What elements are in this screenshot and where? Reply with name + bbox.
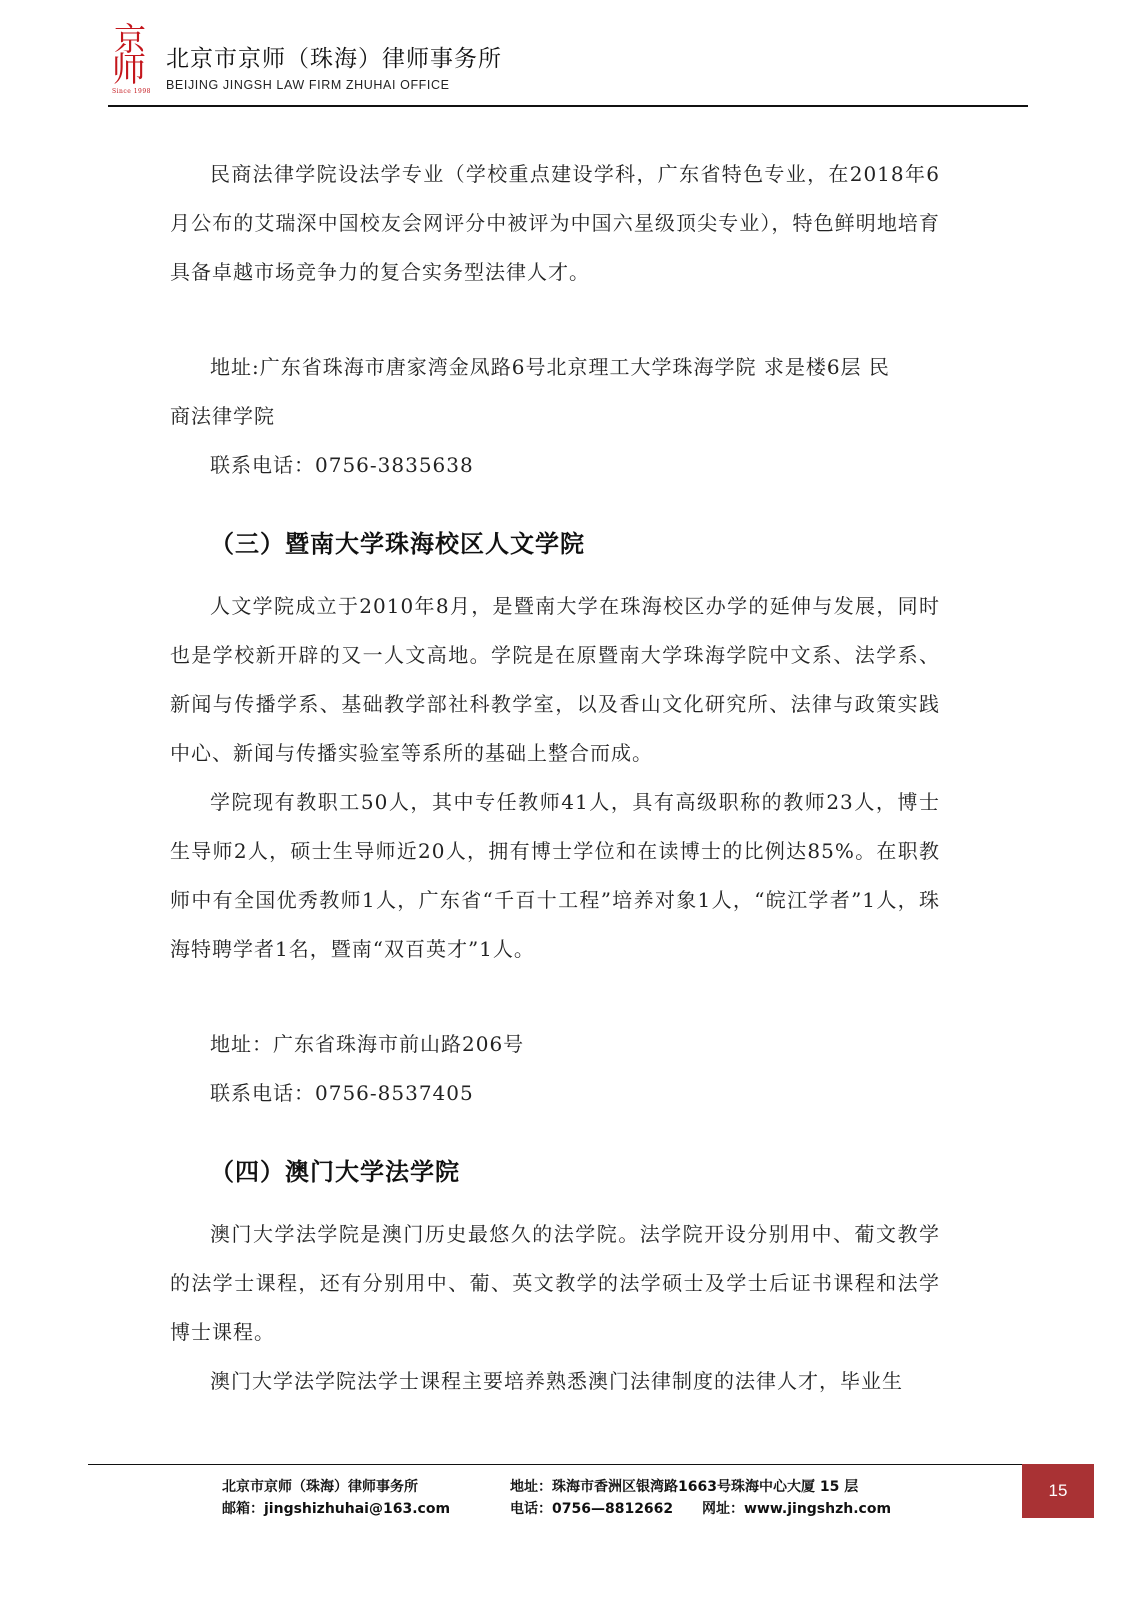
section-4-paragraph-1: 澳门大学法学院是澳门历史最悠久的法学院。法学院开设分别用中、葡文教学的法学士课程，还有分别用中、葡、英文教学的法学硕士及学士后证书课程和法学博士课程。: [170, 1222, 940, 1344]
section-4-heading: （四）澳门大学法学院: [210, 1158, 460, 1186]
page-body: [170, 150, 940, 1406]
firm-logo-icon: 京 师 Since 1998: [112, 20, 151, 95]
footer-email: 邮箱：jingshizhuhai@163.com: [222, 1501, 451, 1517]
section-3-heading: （三）暨南大学珠海校区人文学院: [210, 530, 585, 558]
address-line-1: 地址:广东省珠海市唐家湾金凤路6号北京理工大学珠海学院 求是楼6层 民: [210, 355, 890, 379]
section-3-paragraph-2: 学院现有教职工50人，其中专任教师41人，具有高级职称的教师23人，博士生导师2人，硕士生导师近20人，拥有博士学位和在读博士的比例达85%。在职教师中有全国优秀教师1人，广东省“千百十工程”培养对象1人，“皖江学者”1人，珠海特聘学者1名，暨南“双百英才”1人。: [170, 790, 940, 961]
firm-name-cn: 北京市京师（珠海）律师事务所: [166, 46, 502, 72]
phone-2: 联系电话：0756-8537405: [210, 1081, 474, 1105]
footer-website: 网址：www.jingshzh.com: [702, 1501, 892, 1517]
firm-name-en: BEIJING JINGSH LAW FIRM ZHUHAI OFFICE: [166, 78, 450, 92]
phone-1: 联系电话：0756-3835638: [210, 453, 474, 477]
page-number: 15: [1022, 1464, 1094, 1518]
footer-divider: [88, 1464, 1023, 1465]
footer-firm: 北京市京师（珠海）律师事务所: [222, 1479, 418, 1495]
footer-address: 地址：珠海市香洲区银湾路1663号珠海中心大厦 15 层: [510, 1479, 859, 1495]
address-line-1-cont: 商法律学院: [170, 404, 275, 428]
intro-paragraph: 民商法律学院设法学专业（学校重点建设学科，广东省特色专业，在2018年6月公布的艾瑞深中国校友会网评分中被评为中国六星级顶尖专业），特色鲜明地培育具备卓越市场竞争力的复合实务型法律人才。: [170, 162, 940, 284]
address-2: 地址：广东省珠海市前山路206号: [210, 1032, 525, 1056]
section-3-paragraph-1: 人文学院成立于2010年8月，是暨南大学在珠海校区办学的延伸与发展，同时也是学校新开辟的又一人文高地。学院是在原暨南大学珠海学院中文系、法学系、新闻与传播学系、基础教学部社科教学室，以及香山文化研究所、法律与政策实践中心、新闻与传播实验室等系所的基础上整合而成。: [170, 594, 940, 765]
header-divider: [108, 105, 1028, 107]
page-footer: [222, 1476, 1002, 1520]
footer-phone: 电话：0756—8812662: [510, 1501, 674, 1517]
page-header: [108, 18, 1028, 110]
section-4-paragraph-2: 澳门大学法学院法学士课程主要培养熟悉澳门法律制度的法律人才，毕业生: [210, 1369, 903, 1393]
